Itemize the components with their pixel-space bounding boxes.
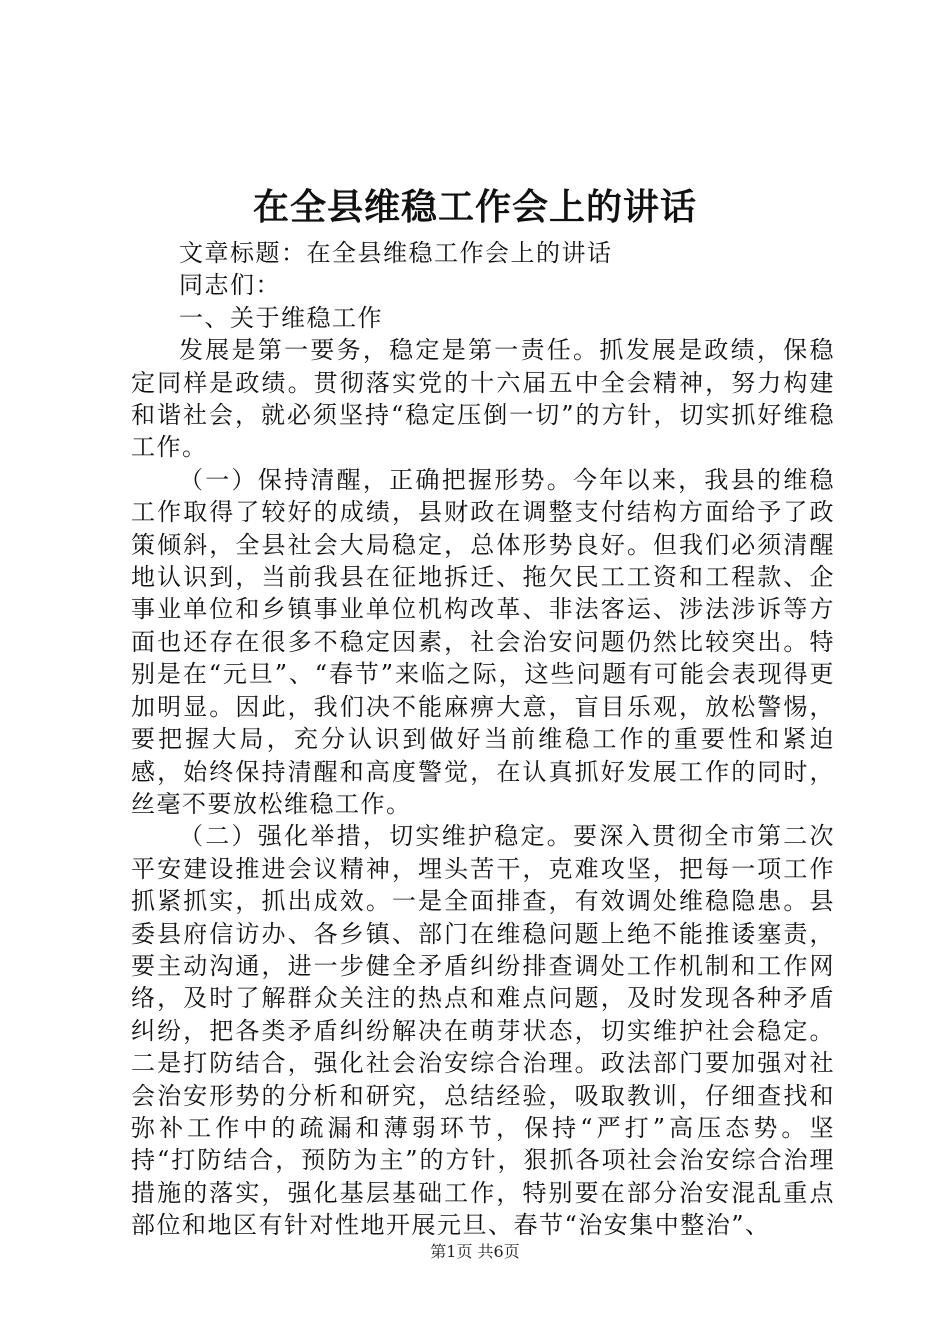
paragraph: （一）保持清醒，正确把握形势。今年以来，我县的维稳工作取得了较好的成绩，县财政在调整支付结构方面给予了政策倾斜，全县社会大局稳定，总体形势良好。但我们必须清醒地认识到，当前我县在征地拆迁、拖欠民工工资和工程款、企事业单位和乡镇事业单位机构改革、非法客运、涉法涉诉等方面也还存在很多不稳定因素，社会治安问题仍然比较突出。特别是在“元旦”、“春节”来临之际，这些问题有可能会表现得更加明显。因此，我们决不能麻痹大意，盲目乐观，放松警惕，要把握大局，充分认识到做好当前维稳工作的重要性和紧迫感，始终保持清醒和高度警觉，在认真抓好发展工作的同时，丝毫不要放松维稳工作。	[131, 465, 835, 818]
paragraph: （二）强化举措，切实维护稳定。要深入贯彻全市第二次平安建设推进会议精神，埋头苦干，克难攻坚，把每一项工作抓紧抓实，抓出成效。一是全面排查，有效调处维稳隐患。县委县府信访办、各乡镇、部门在维稳问题上绝不能推诿塞责，要主动沟通，进一步健全矛盾纠纷排查调处工作机制和工作网络，及时了解群众关注的热点和难点问题，及时发现各种矛盾纠纷，把各类矛盾纠纷解决在萌芽状态，切实维护社会稳定。二是打防结合，强化社会治安综合治理。政法部门要加强对社会治安形势的分析和研究，总结经验，吸取教训，仔细查找和弥补工作中的疏漏和薄弱环节，保持“严打”高压态势。坚持“打防结合，预防为主”的方针，狠抓各项社会治安综合治理措施的落实，强化基层基础工作，特别要在部分治安混乱重点部位和地区有针对性地开展元旦、春节“治安集中整治”、	[131, 822, 835, 1240]
document-title: 在全县维稳工作会上的讲话	[252, 186, 697, 228]
document-body	[131, 237, 835, 1242]
paragraph: 发展是第一要务，稳定是第一责任。抓发展是政绩，保稳定同样是政绩。贯彻落实党的十六届五中全会精神，努力构建和谐社会，就必须坚持“稳定压倒一切”的方针，切实抓好维稳工作。	[131, 336, 835, 462]
page-number: 第1页 共6页	[430, 1242, 520, 1261]
section-heading: 一、关于维稳工作	[179, 303, 383, 332]
salutation: 同志们：	[179, 271, 281, 300]
article-title-line: 文章标题：在全县维稳工作会上的讲话	[179, 239, 613, 267]
